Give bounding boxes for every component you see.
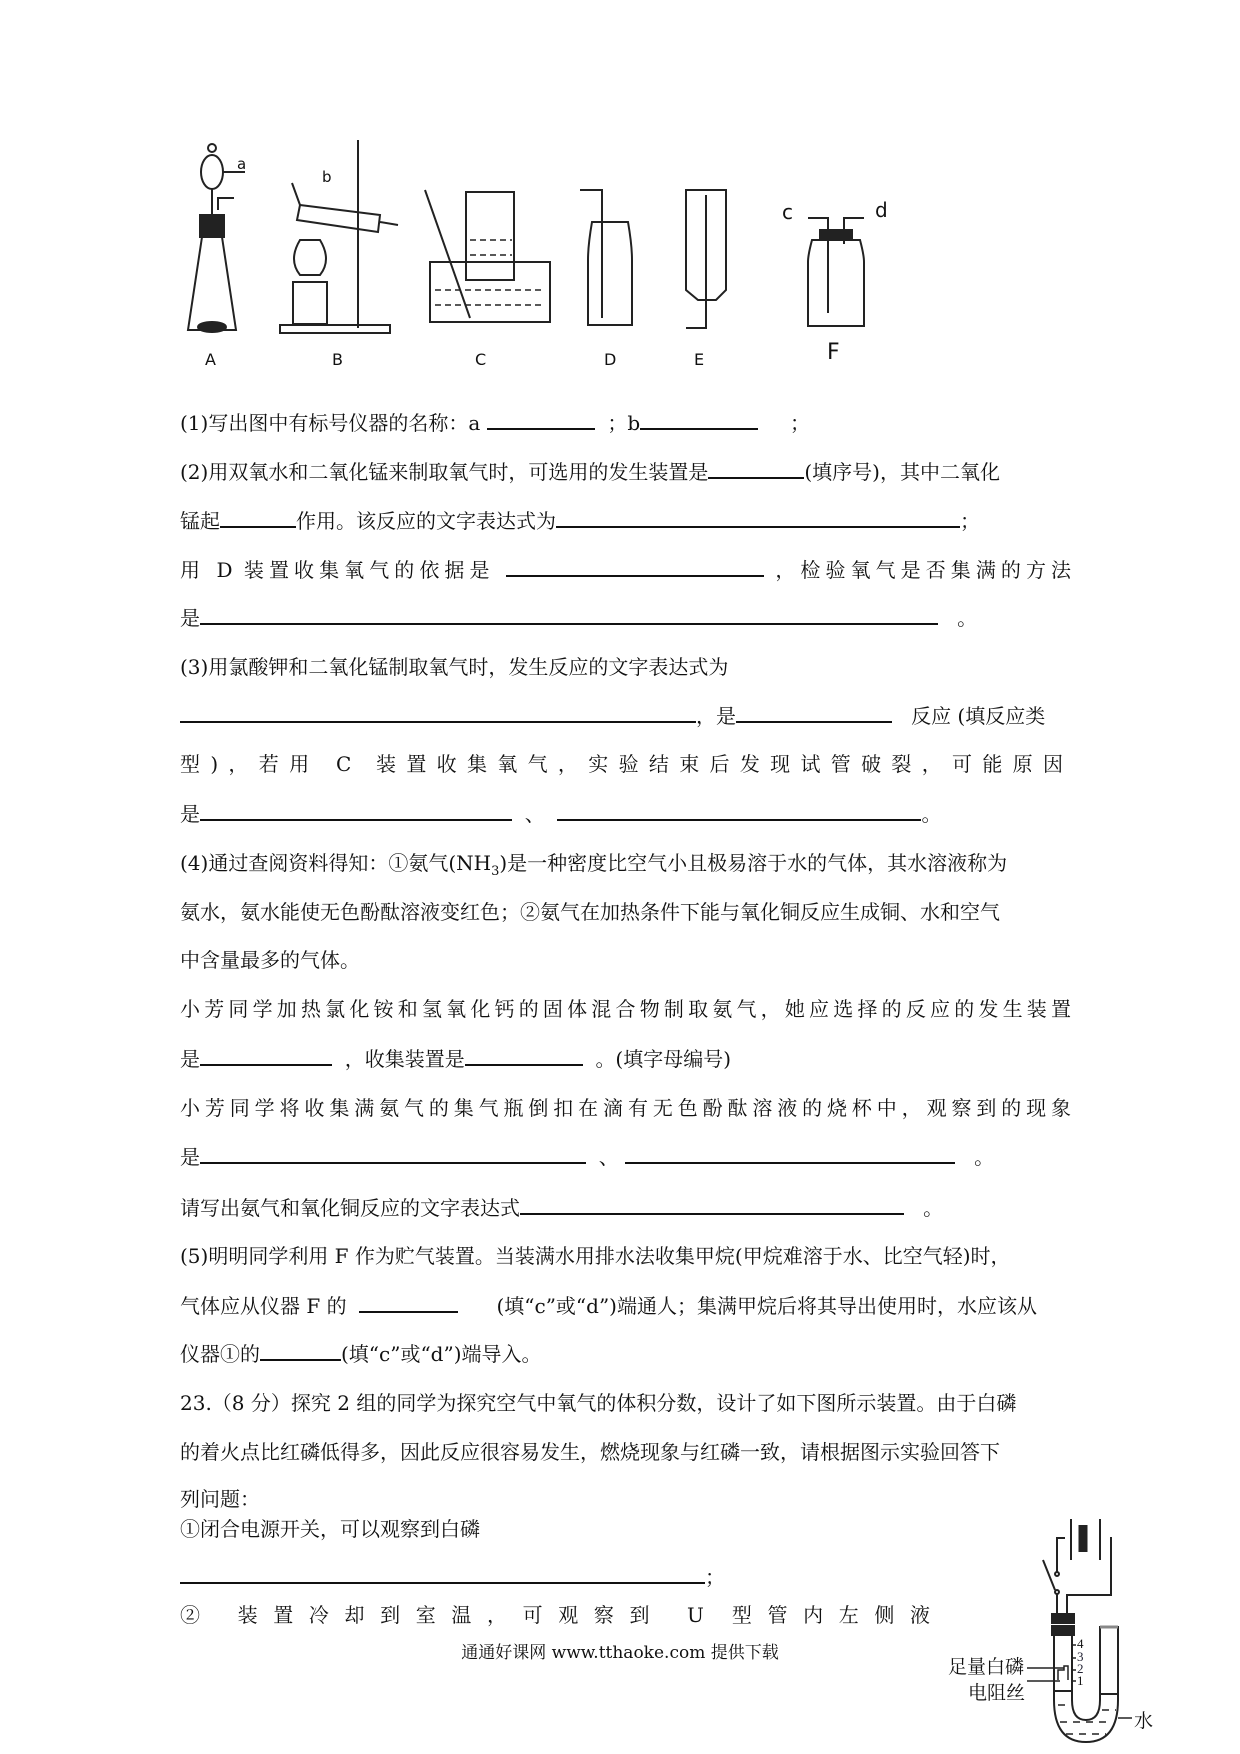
label-e: E [694, 350, 705, 369]
q5-line-1: (5)明明同学利用 F 作为贮气装置。当装满水用排水法收集甲烷(甲烷难溶于水、比空气轻)时， [180, 1244, 1011, 1268]
text: 是 [180, 1047, 200, 1071]
text: (4)通过查阅资料得知：①氨气(NH [180, 851, 492, 875]
text: 。 [921, 802, 942, 826]
q4-line-6: 小芳同学将收集满氨气的集气瓶倒扣在滴有无色酚酞溶液的烧杯中，观察到的现象 [180, 1096, 1071, 1120]
text: 仪器①的 [180, 1342, 260, 1366]
q23-line-3: 列问题： [180, 1487, 260, 1511]
label-resistance-wire: 电阻丝 [968, 1682, 1026, 1704]
q23-line-4: ①闭合电源开关，可以观察到白磷 [180, 1517, 480, 1541]
label-water: 水 [1134, 1710, 1154, 1732]
label-b: B [332, 350, 343, 369]
text: 。 [974, 1145, 995, 1169]
q3-line-1: (3)用氯酸钾和二氧化锰制取氧气时，发生反应的文字表达式为 [180, 655, 729, 679]
text: 用 D 装置收集氧气的依据是 [180, 558, 495, 582]
text: 反应 (填反应类 [911, 704, 1046, 728]
scale-1: 1 [1077, 1673, 1084, 1688]
text: 作用。该反应的文字表达式为 [296, 509, 556, 533]
text: 请写出氨气和氧化铜反应的文字表达式 [180, 1196, 520, 1220]
text: 、 [524, 802, 545, 826]
text: ；b [607, 411, 641, 435]
text: (1)写出图中有标号仪器的名称：a [180, 411, 481, 435]
text: 是 [180, 802, 200, 826]
label-a: A [205, 350, 216, 369]
text: (填序号)，其中二氧化 [804, 460, 1000, 484]
text: (填“c”或“d”)端通人；集满甲烷后将其导出使用时，水应该从 [496, 1294, 1037, 1318]
scale-4: 4 [1077, 1636, 1084, 1651]
text: ，检验氧气是否集满的方法 [775, 558, 1072, 582]
q4-line-2: 氨水，氨水能使无色酚酞溶液变红色；②氨气在加热条件下能与氧化铜反应生成铜、水和空气 [180, 900, 1000, 924]
text: 。(填字母编号) [595, 1047, 732, 1071]
mark-d: d [875, 198, 888, 222]
q23-line-1: 23.（8 分）探究 2 组的同学为探究空气中氧气的体积分数，设计了如下图所示装置。由于白磷 [180, 1391, 1017, 1415]
text: ，收集装置是 [344, 1047, 465, 1071]
label-f: F [827, 340, 840, 365]
mark-c: c [782, 200, 793, 224]
scale-2: 2 [1077, 1661, 1084, 1676]
text: ，是 [696, 704, 736, 728]
text: 是 [180, 1145, 200, 1169]
text: (填“c”或“d”)端导入。 [341, 1342, 542, 1366]
q4-line-4: 小芳同学加热氯化铵和氢氧化钙的固体混合物制取氨气，她应选择的反应的发生装置 [180, 997, 1071, 1021]
text: (2)用双氧水和二氧化锰来制取氧气时，可选用的发生装置是 [180, 460, 709, 484]
text: 锰起 [180, 509, 220, 533]
label-d: D [604, 350, 617, 369]
text: 气体应从仪器 F 的 [180, 1294, 347, 1318]
q23-line-6: ② 装置冷却到室温，可观察到 U 型管内左侧液 [180, 1603, 936, 1627]
mark-b: b [322, 168, 332, 186]
q3-line-3: 型)，若用 C 装置收集氧气，实验结束后发现试管破裂，可能原因 [180, 752, 1071, 776]
text: 。 [957, 606, 978, 630]
text: 。 [923, 1196, 944, 1220]
text: ； [789, 411, 810, 435]
footer-credit: 通通好课网 www.tthaoke.com 提供下载 [461, 1643, 779, 1663]
text: ； [960, 509, 980, 533]
text: ； [705, 1565, 725, 1589]
subscript: 3 [491, 864, 500, 879]
mark-a: a [237, 155, 247, 173]
text: 、 [598, 1145, 619, 1169]
scale-3: 3 [1077, 1649, 1084, 1664]
q4-line-3: 中含量最多的气体。 [180, 948, 360, 972]
label-c: C [475, 350, 487, 369]
text: )是一种密度比空气小且极易溶于水的气体，其水溶液称为 [499, 851, 1008, 875]
q23-line-2: 的着火点比红磷低得多，因此反应很容易发生，燃烧现象与红磷一致，请根据图示实验回答下 [180, 1440, 1000, 1464]
text: 是 [180, 606, 200, 630]
label-white-phosphorus: 足量白磷 [948, 1656, 1025, 1678]
